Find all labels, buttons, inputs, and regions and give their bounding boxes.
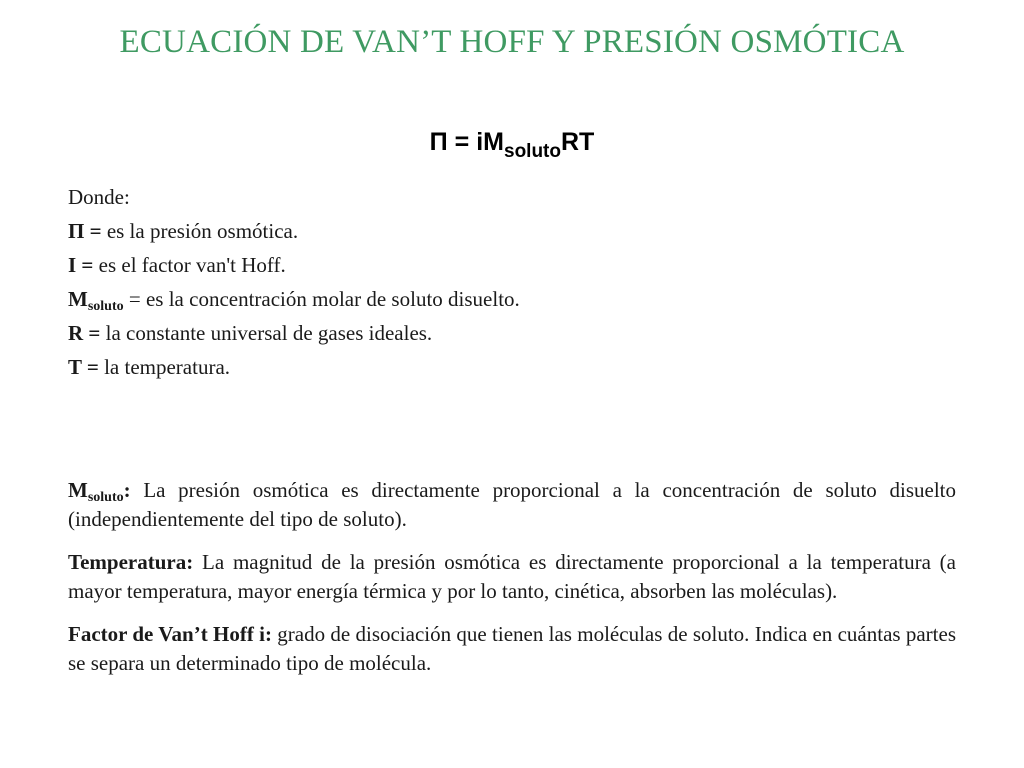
definition-symbol: Π = <box>68 219 102 243</box>
definition-symbol: M <box>68 287 88 311</box>
definition-symbol: I = <box>68 253 94 277</box>
paragraph-text: grado de disociación que tienen las moléculas de soluto. Indica en cuántas partes se separa un determinado tipo de molécula. <box>68 622 956 675</box>
paragraph-label-suffix: : <box>123 478 131 502</box>
paragraph-factor-vant-hoff <box>68 620 956 678</box>
slide-title: ECUACIÓN DE VAN’T HOFF Y PRESIÓN OSMÓTICA <box>119 24 905 60</box>
definition-item-r <box>68 316 958 350</box>
definition-symbol: R = <box>68 321 101 345</box>
definition-text: la temperatura. <box>98 355 231 379</box>
definition-item-t <box>68 350 958 384</box>
paragraph-label: Factor de Van’t Hoff i: <box>68 622 272 646</box>
paragraph-label-subscript: soluto <box>87 490 124 505</box>
definition-subscript: soluto <box>87 299 124 314</box>
paragraph-text: La presión osmótica es directamente proporcional a la concentración de soluto disuelto (independientemente del tipo de soluto). <box>68 478 956 531</box>
definition-symbol: T = <box>68 355 99 379</box>
definition-text: es el factor van't Hoff. <box>93 253 286 277</box>
definition-item-m-soluto <box>68 282 958 316</box>
paragraph-label: Temperatura: <box>68 550 194 574</box>
paragraph-text: La magnitud de la presión osmótica es directamente proporcional a la temperatura (a mayor temperatura, mayor energía térmica y por lo tanto, cinética, absorben las moléculas). <box>68 550 956 603</box>
definitions-list <box>68 180 958 384</box>
formula-subscript: soluto <box>504 141 561 162</box>
vant-hoff-formula <box>0 128 1024 162</box>
paragraph-m-soluto <box>68 476 956 534</box>
definition-text: = es la concentración molar de soluto disuelto. <box>123 287 520 311</box>
definition-item-i <box>68 248 958 282</box>
definition-text: la constante universal de gases ideales. <box>100 321 433 345</box>
explanations <box>68 476 956 692</box>
formula-tail: RT <box>561 128 595 156</box>
definition-item-pi <box>68 214 958 248</box>
definition-text: es la presión osmótica. <box>101 219 299 243</box>
paragraph-temperatura <box>68 548 956 606</box>
paragraph-label: M <box>68 478 88 502</box>
definitions-intro: Donde: <box>68 185 130 209</box>
formula-main: Π = iM <box>429 128 504 156</box>
